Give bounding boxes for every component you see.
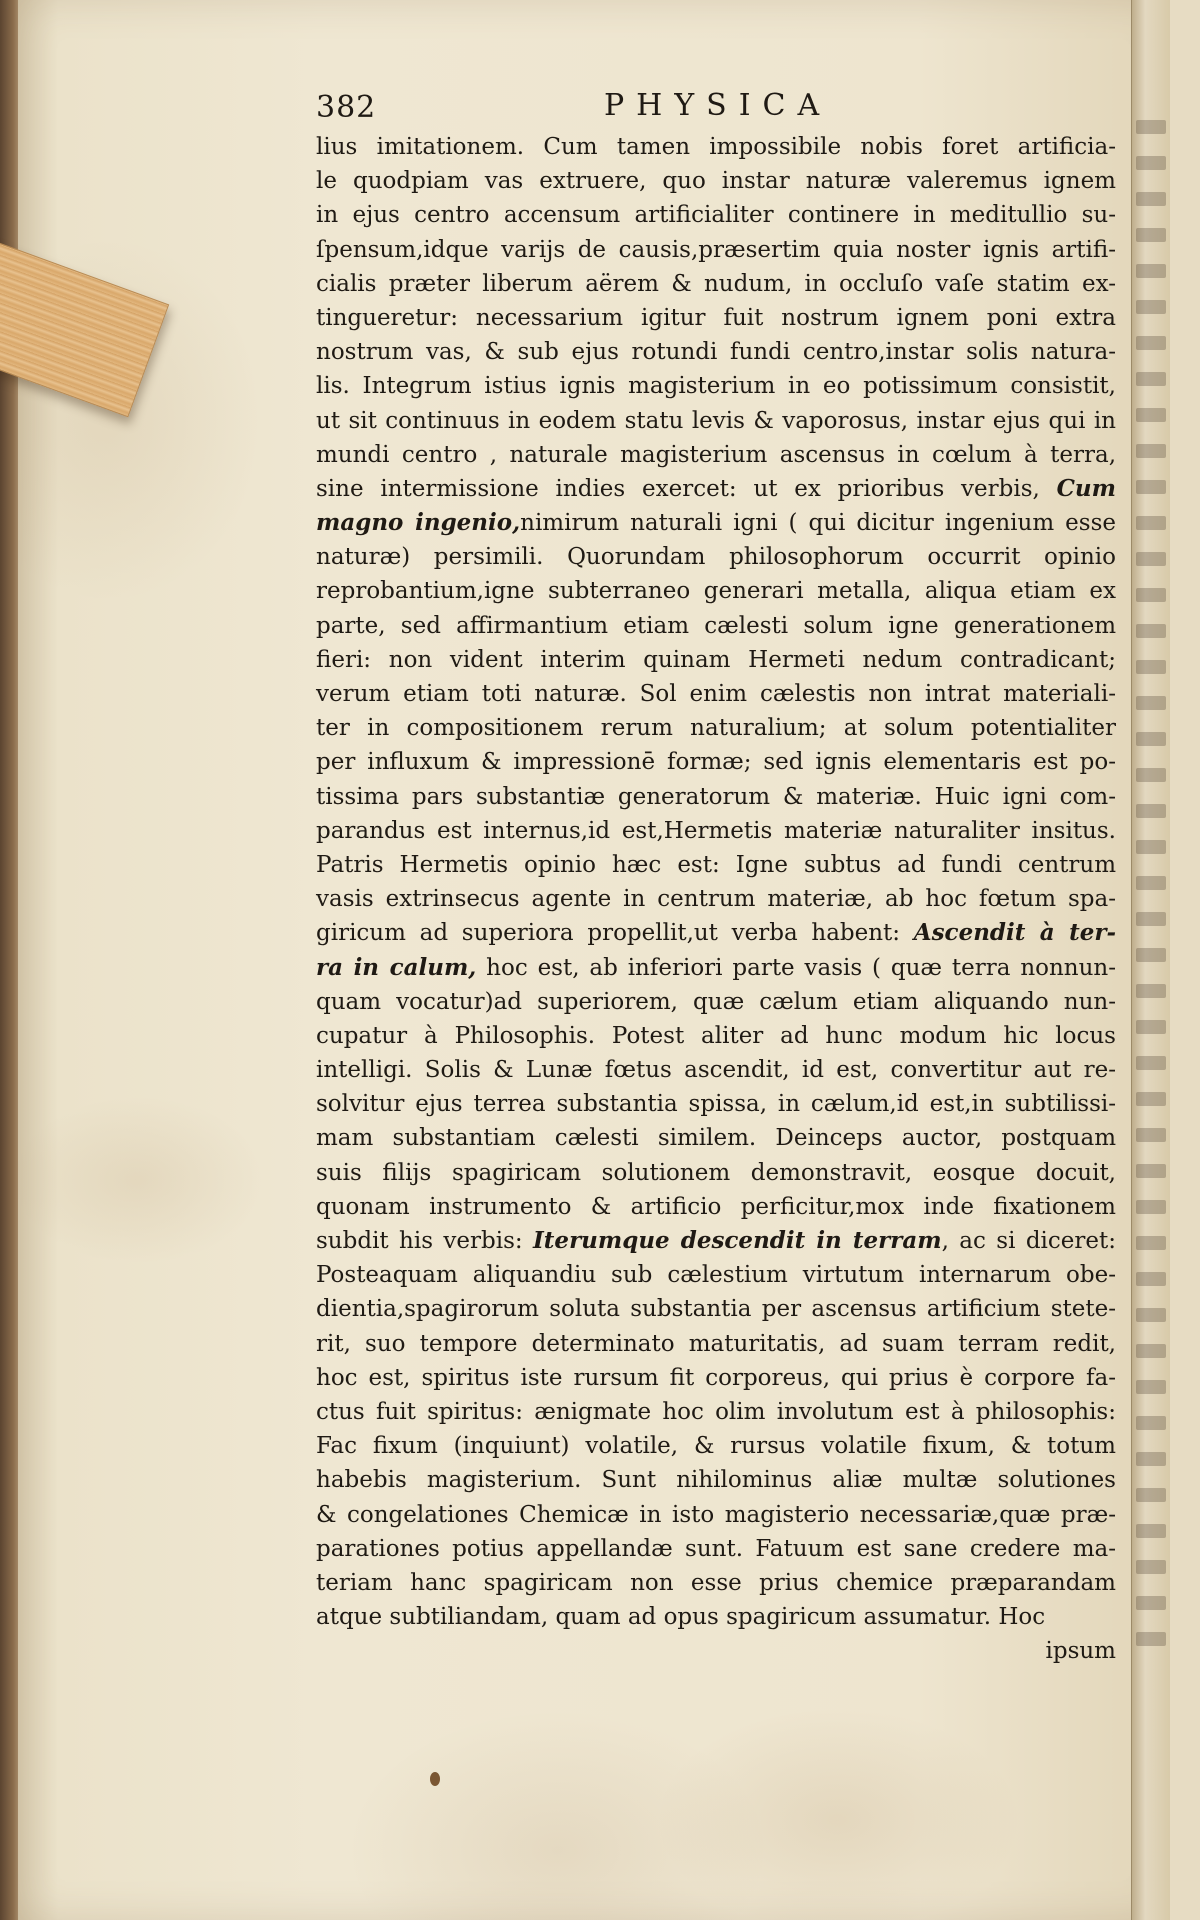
- emphasized-text: Cum: [1056, 474, 1116, 502]
- bleed-mark: [1136, 1128, 1166, 1142]
- catchword: ipsum: [1045, 1638, 1116, 1665]
- page-header: [316, 88, 1116, 130]
- ink-stain: [430, 1772, 440, 1786]
- line-text: parandus est internus,id est,Hermetis materiæ naturaliter insitus.: [316, 817, 1116, 844]
- line-text: naturæ) persimili. Quorundam philosophorum occurrit opinio: [316, 544, 1116, 571]
- text-line: [316, 198, 1116, 232]
- text-line: [316, 1566, 1116, 1600]
- bleed-mark: [1136, 1380, 1166, 1394]
- line-text: reprobantium,igne subterraneo generari metalla, aliqua etiam ex: [316, 578, 1116, 605]
- line-text: sine intermissione indies exercet: ut ex prioribus verbis,: [316, 475, 1057, 502]
- text-line: [316, 1292, 1116, 1326]
- bleed-mark: [1136, 984, 1166, 998]
- bleed-mark: [1136, 732, 1166, 746]
- line-text: lis. Integrum istius ignis magisterium in eo potissimum consistit,: [316, 373, 1116, 400]
- line-text: Posteaquam aliquandiu sub cælestium virtutum internarum obe-: [316, 1262, 1116, 1289]
- line-text: Fac fixum (inquiunt) volatile, & rursus volatile fixum, & totum: [316, 1433, 1116, 1460]
- line-text: in ejus centro accensum artificialiter continere in meditullio su-: [316, 202, 1116, 229]
- text-line: [316, 882, 1116, 916]
- emphasized-text: Ascendit à ter-: [913, 919, 1116, 947]
- bleed-mark: [1136, 840, 1166, 854]
- bleed-mark: [1136, 1488, 1166, 1502]
- bleed-mark: [1136, 1020, 1166, 1034]
- text-block: [316, 88, 1116, 1668]
- line-text: quonam instrumento & artificio perficitur,mox inde fixationem: [316, 1193, 1116, 1220]
- text-line: [316, 267, 1116, 301]
- bleed-mark: [1136, 444, 1166, 458]
- bleed-mark: [1136, 336, 1166, 350]
- bleed-mark: [1136, 1092, 1166, 1106]
- text-line: [316, 1429, 1116, 1463]
- bleed-mark: [1136, 624, 1166, 638]
- text-line: [316, 1327, 1116, 1361]
- text-line: [316, 301, 1116, 335]
- body-text: [316, 130, 1116, 1634]
- text-line: [316, 985, 1116, 1019]
- emphasized-text: Iterumque descendit in terram: [533, 1227, 942, 1254]
- bleed-mark: [1136, 768, 1166, 782]
- bleed-mark: [1136, 1272, 1166, 1286]
- text-line: [316, 1190, 1116, 1224]
- text-line: [316, 814, 1116, 848]
- text-line: [316, 1395, 1116, 1429]
- text-line: [316, 1156, 1116, 1190]
- bleed-mark: [1136, 1452, 1166, 1466]
- line-text: atque subtiliandam, quam ad opus spagiricum assumatur. Hoc: [316, 1604, 1046, 1631]
- bleed-mark: [1136, 1416, 1166, 1430]
- text-line: [316, 1121, 1116, 1155]
- bleed-mark: [1136, 264, 1166, 278]
- line-text: dientia,spagirorum soluta substantia per ascensus artificium stete-: [316, 1296, 1116, 1323]
- bleed-mark: [1136, 912, 1166, 926]
- bleed-mark: [1136, 876, 1166, 890]
- text-line: [316, 233, 1116, 267]
- line-text: ter in compositionem rerum naturalium; at solum potentialiter: [316, 715, 1116, 742]
- bleed-mark: [1136, 192, 1166, 206]
- emphasized-text: ra in calum,: [316, 953, 477, 981]
- text-line: [316, 1463, 1116, 1497]
- bleed-mark: [1136, 1560, 1166, 1574]
- line-text: subdit his verbis:: [316, 1228, 534, 1254]
- text-line: [316, 643, 1116, 677]
- line-text: fieri: non vident interim quinam Hermeti nedum contradicant;: [316, 646, 1116, 673]
- facing-page-text-bleed: [1136, 120, 1166, 1680]
- bleed-mark: [1136, 156, 1166, 170]
- bleed-mark: [1136, 1200, 1166, 1214]
- bleed-mark: [1136, 1308, 1166, 1322]
- line-text: hoc est, ab inferiori parte vasis ( quæ terra nonnun-: [476, 954, 1116, 981]
- facing-page-edge: [1131, 0, 1170, 1920]
- text-line: [316, 916, 1116, 950]
- line-text: ut sit continuus in eodem statu levis & vaporosus, instar ejus qui in: [316, 407, 1116, 434]
- text-line: [316, 951, 1116, 985]
- text-line: [316, 1361, 1116, 1395]
- line-text: suis filijs spagiricam solutionem demonstravit, eosque docuit,: [316, 1159, 1116, 1186]
- bleed-mark: [1136, 408, 1166, 422]
- text-line: [316, 677, 1116, 711]
- bleed-mark: [1136, 948, 1166, 962]
- bleed-mark: [1136, 516, 1166, 530]
- text-line: [316, 438, 1116, 472]
- line-text: nostrum vas, & sub ejus rotundi fundi centro,instar solis natura-: [316, 339, 1116, 366]
- text-line: [316, 848, 1116, 882]
- text-line: [316, 745, 1116, 779]
- line-text: tingueretur: necessarium igitur fuit nostrum ignem poni extra: [316, 304, 1116, 331]
- line-text: solvitur ejus terrea substantia spissa, in cælum,id est,in subtilissi-: [316, 1091, 1116, 1118]
- line-text: habebis magisterium. Sunt nihilominus aliæ multæ solutiones: [316, 1467, 1116, 1494]
- bleed-mark: [1136, 120, 1166, 134]
- text-line: [316, 1600, 1116, 1634]
- text-line: [316, 369, 1116, 403]
- line-text: parationes potius appellandæ sunt. Fatuum est sane credere ma-: [316, 1535, 1116, 1562]
- text-line: [316, 335, 1116, 369]
- line-text: tissima pars substantiæ generatorum & materiæ. Huic igni com-: [316, 783, 1116, 810]
- text-line: [316, 1498, 1116, 1532]
- text-line: [316, 609, 1116, 643]
- text-line: [316, 1053, 1116, 1087]
- line-text: hoc est, spiritus iste rursum fit corporeus, qui prius è corpore fa-: [316, 1364, 1116, 1391]
- text-line: [316, 506, 1116, 540]
- text-line: [316, 1532, 1116, 1566]
- line-text: cupatur à Philosophis. Potest aliter ad hunc modum hic locus: [316, 1022, 1116, 1049]
- bleed-mark: [1136, 228, 1166, 242]
- line-text: intelligi. Solis & Lunæ fœtus ascendit, id est, convertitur aut re-: [316, 1057, 1116, 1084]
- bleed-mark: [1136, 372, 1166, 386]
- bleed-mark: [1136, 660, 1166, 674]
- text-line: [316, 472, 1116, 506]
- bleed-mark: [1136, 1164, 1166, 1178]
- line-text: cialis præter liberum aërem & nudum, in occluſo vaſe statim ex-: [316, 270, 1116, 297]
- page-number: 382: [316, 90, 377, 125]
- bleed-mark: [1136, 1056, 1166, 1070]
- text-line: [316, 1019, 1116, 1053]
- line-text: ctus fuit spiritus: ænigmate hoc olim involutum est à philosophis:: [316, 1398, 1116, 1425]
- bleed-mark: [1136, 1236, 1166, 1250]
- text-line: [316, 574, 1116, 608]
- line-text: per influxum & impressionē formæ; sed ignis elementaris est po-: [316, 749, 1116, 776]
- text-line: [316, 540, 1116, 574]
- line-text: nimirum naturali igni ( qui dicitur ingenium esse: [520, 510, 1117, 537]
- bleed-mark: [1136, 588, 1166, 602]
- line-text: quam vocatur)ad superiorem, quæ cælum etiam aliquando nun-: [316, 988, 1116, 1015]
- line-text: mam substantiam cælesti similem. Deinceps auctor, postquam: [316, 1125, 1116, 1152]
- line-text: giricum ad superiora propellit,ut verba habent:: [316, 920, 914, 947]
- bleed-mark: [1136, 696, 1166, 710]
- book-page: [18, 0, 1170, 1920]
- line-text: lius imitationem. Cum tamen impossibile nobis foret artificia-: [316, 134, 1116, 160]
- line-text: teriam hanc spagiricam non esse prius chemice præparandam: [316, 1569, 1116, 1596]
- emphasized-text: magno ingenio,: [316, 509, 521, 537]
- text-line: [316, 130, 1116, 164]
- line-text: le quodpiam vas extruere, quo instar naturæ valeremus ignem: [316, 168, 1116, 195]
- bleed-mark: [1136, 1344, 1166, 1358]
- text-line: [316, 711, 1116, 745]
- bleed-mark: [1136, 1596, 1166, 1610]
- bleed-mark: [1136, 1632, 1166, 1646]
- line-text: Patris Hermetis opinio hæc est: Igne subtus ad fundi centrum: [316, 851, 1116, 878]
- line-text: parte, sed affirmantium etiam cælesti solum igne generationem: [316, 612, 1116, 639]
- text-line: [316, 780, 1116, 814]
- line-text: verum etiam toti naturæ. Sol enim cælestis non intrat materiali-: [316, 681, 1116, 707]
- text-line: [316, 1258, 1116, 1292]
- bleed-mark: [1136, 480, 1166, 494]
- bleed-mark: [1136, 1524, 1166, 1538]
- text-line: [316, 1224, 1116, 1258]
- line-text: vasis extrinsecus agente in centrum materiæ, ab hoc fœtum spa-: [316, 886, 1116, 913]
- text-line: [316, 1087, 1116, 1121]
- line-text: , ac si diceret:: [941, 1228, 1116, 1254]
- text-line: [316, 164, 1116, 198]
- running-head: PHYSICA: [604, 88, 832, 123]
- text-line: [316, 404, 1116, 438]
- line-text: ſpensum,idque varijs de causis,præsertim quia noster ignis artifi-: [316, 236, 1116, 263]
- bleed-mark: [1136, 804, 1166, 818]
- line-text: mundi centro , naturale magisterium ascensus in cœlum à terra,: [316, 441, 1116, 468]
- bleed-mark: [1136, 300, 1166, 314]
- line-text: & congelationes Chemicæ in isto magisterio necessariæ,quæ præ-: [316, 1501, 1116, 1528]
- line-text: rit, suo tempore determinato maturitatis, ad suam terram redit,: [316, 1330, 1116, 1357]
- bleed-mark: [1136, 552, 1166, 566]
